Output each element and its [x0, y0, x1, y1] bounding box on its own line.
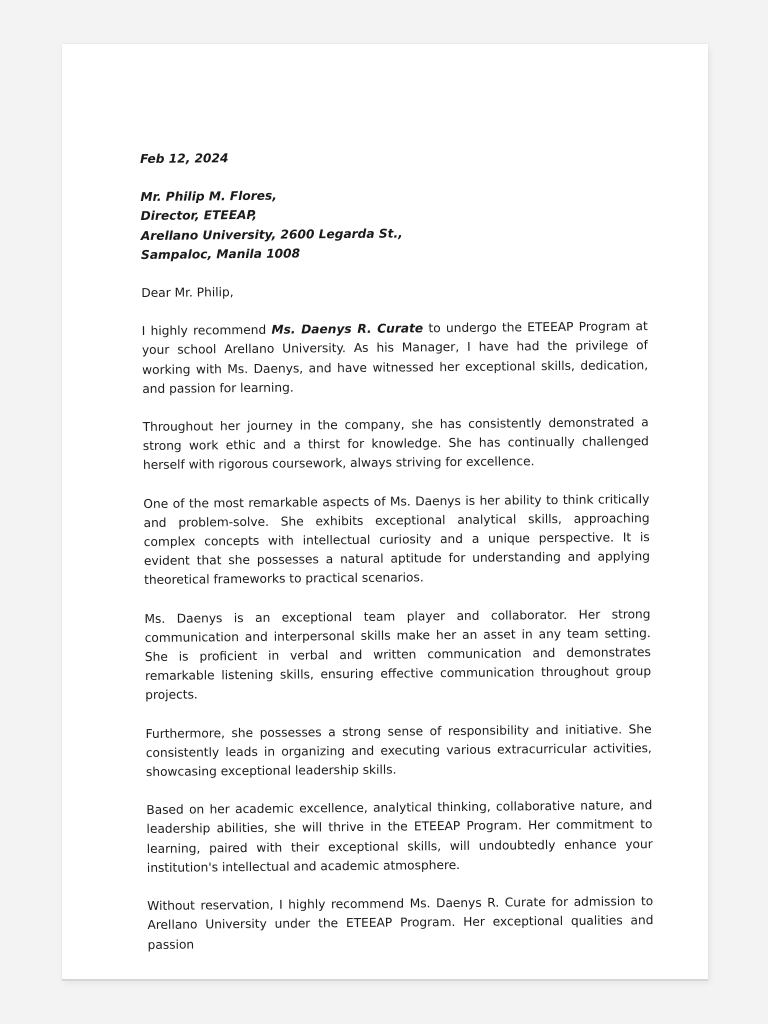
paragraph-7: Without reservation, I highly recommend Ms. Daenys R. Curate for admission to Arellano University under the ETEEAP Program. Her exceptional qualities and passion [147, 894, 654, 952]
paragraph-1-rest: to undergo the ETEEAP Program at your school Arellano University. As his Manager, I have had the privilege of working with Ms. Daenys, and have witnessed her exceptional skills, dedication, and passion for learning. [141, 319, 649, 396]
paragraph-5: Furthermore, she possesses a strong sense of responsibility and initiative. She consistently leads in organizing and executing various extracurricular activities, showcasing exceptional leadership skills. [145, 721, 652, 780]
recipient-title: Director, ETEEAP, [140, 208, 257, 224]
recommendation-letter [140, 145, 654, 955]
recipient-address-line-2: Sampaloc, Manila 1008 [140, 246, 301, 262]
recipient-name: Mr. Philip M. Flores, [140, 188, 277, 205]
paragraph-6: Based on her academic excellence, analytical thinking, collaborative nature, and leadership abilities, she will thrive in the ETEEAP Program. Her commitment to learning, paired with their exceptional skills, will undoubtedly enhance your institution's intellectual and academic atmosphere. [146, 798, 653, 875]
paragraph-3: One of the most remarkable aspects of Ms. Daenys is her ability to think critically and problem-solve. She exhibits exceptional analytical skills, approaching complex concepts with intellectual curiosity and a unique perspective. It is evident that she possesses a natural aptitude for understanding and applying theoretical frameworks to practical scenarios. [143, 491, 650, 588]
letter-date: Feb 12, 2024 [140, 151, 229, 166]
paragraph-1 [142, 317, 649, 399]
recipient-address-line-1: Arellano University, 2600 Legarda St., [140, 226, 403, 243]
paragraph-1-lead: I highly recommend [141, 322, 272, 339]
salutation: Dear Mr. Philip, [141, 285, 234, 301]
paragraph-2: Throughout her journey in the company, she has consistently demonstrated a strong work ethic and a thirst for knowledge. She has continually challenged herself with rigorous coursework, always striving for excellence. [142, 415, 649, 473]
recipient-block [140, 183, 647, 265]
candidate-name: Ms. Daenys R. Curate [271, 321, 424, 337]
paragraph-4: Ms. Daenys is an exceptional team player and collaborator. Her strong communication and interpersonal skills make her an asset in any team setting. She is proficient in verbal and written communication and demonstrates remarkable listening skills, ensuring effective communication throughout group projects. [144, 606, 652, 703]
page-edge [62, 979, 708, 981]
